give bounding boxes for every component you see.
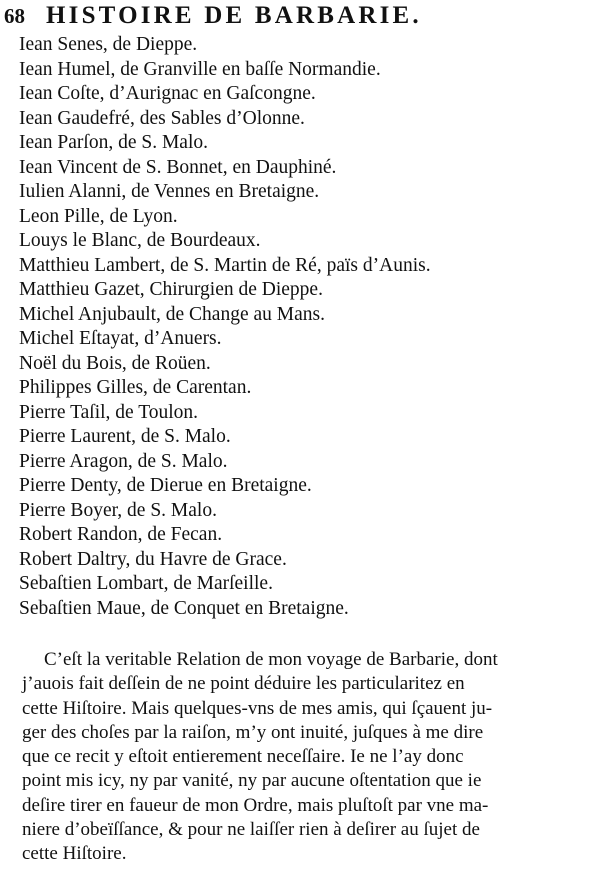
paragraph-line: ger des choſes par la raiſon, m’y ont inuité, juſques à me dire <box>22 721 484 743</box>
paragraph-line: cette Hiſtoire. <box>22 843 127 865</box>
list-item: Pierre Boyer, de S. Malo. <box>19 499 217 521</box>
list-item: Iulien Alanni, de Vennes en Bretaigne. <box>19 181 320 202</box>
running-title: HISTOIRE DE BARBARIE. <box>46 2 422 29</box>
list-item: Matthieu Gazet, Chirurgien de Dieppe. <box>19 279 323 300</box>
list-item: Michel Anjubault, de Change au Mans. <box>19 303 325 325</box>
list-item: Pierre Laurent, de S. Malo. <box>19 426 231 447</box>
list-item: Robert Daltry, du Havre de Grace. <box>19 548 287 570</box>
list-item: Sebaſtien Maue, de Conquet en Bretaigne. <box>19 597 349 619</box>
list-item: Iean Humel, de Granville en baſſe Normandie. <box>19 58 381 80</box>
list-item: Pierre Aragon, de S. Malo. <box>19 450 228 472</box>
list-item: Robert Randon, de Fecan. <box>19 524 223 545</box>
list-item: Louys le Blanc, de Bourdeaux. <box>19 230 261 251</box>
list-item: Iean Parſon, de S. Malo. <box>19 132 209 153</box>
paragraph-line: que ce recit y eſtoit entierement neceſſaire. Ie ne l’ay donc <box>22 746 464 768</box>
paragraph-line: j’auois fait deſſein de ne point déduire les particularitez en <box>22 673 465 695</box>
list-item: Sebaſtien Lombart, de Marſeille. <box>19 573 273 594</box>
paragraph-line: deſire tirer en faueur de mon Ordre, mais pluſtoſt par vne ma- <box>22 794 489 816</box>
list-item: Pierre Taſil, de Toulon. <box>19 401 199 423</box>
page-number: 68 <box>4 4 25 28</box>
list-item: Pierre Denty, de Dierue en Bretaigne. <box>19 475 312 496</box>
list-item: Matthieu Lambert, de S. Martin de Ré, païs d’Aunis. <box>19 254 431 276</box>
paragraph-line: niere d’obeïſſance, & pour ne laiſſer rien à deſirer au ſujet de <box>22 819 480 841</box>
captives-name-list <box>19 33 431 621</box>
list-item: Leon Pille, de Lyon. <box>19 205 178 227</box>
list-item: Iean Gaudefré, des Sables d’Olonne. <box>19 107 305 129</box>
paragraph-line: C’eſt la veritable Relation de mon voyage de Barbarie, dont <box>44 649 498 670</box>
list-item: Iean Vincent de S. Bonnet, en Dauphiné. <box>19 156 337 178</box>
running-header <box>4 2 584 32</box>
list-item: Iean Senes, de Dieppe. <box>19 34 198 55</box>
list-item: Iean Coſte, d’Aurignac en Gaſcongne. <box>19 83 316 104</box>
list-item: Michel Eſtayat, d’Anuers. <box>19 328 222 349</box>
paragraph-line: point mis icy, ny par vanité, ny par aucune oſtentation que ie <box>22 770 482 792</box>
list-item: Noël du Bois, de Roüen. <box>19 352 211 374</box>
closing-paragraph <box>22 648 582 867</box>
list-item: Philippes Gilles, de Carentan. <box>19 377 252 398</box>
paragraph-line: cette Hiſtoire. Mais quelques-vns de mes amis, qui ſçauent ju- <box>22 697 493 719</box>
